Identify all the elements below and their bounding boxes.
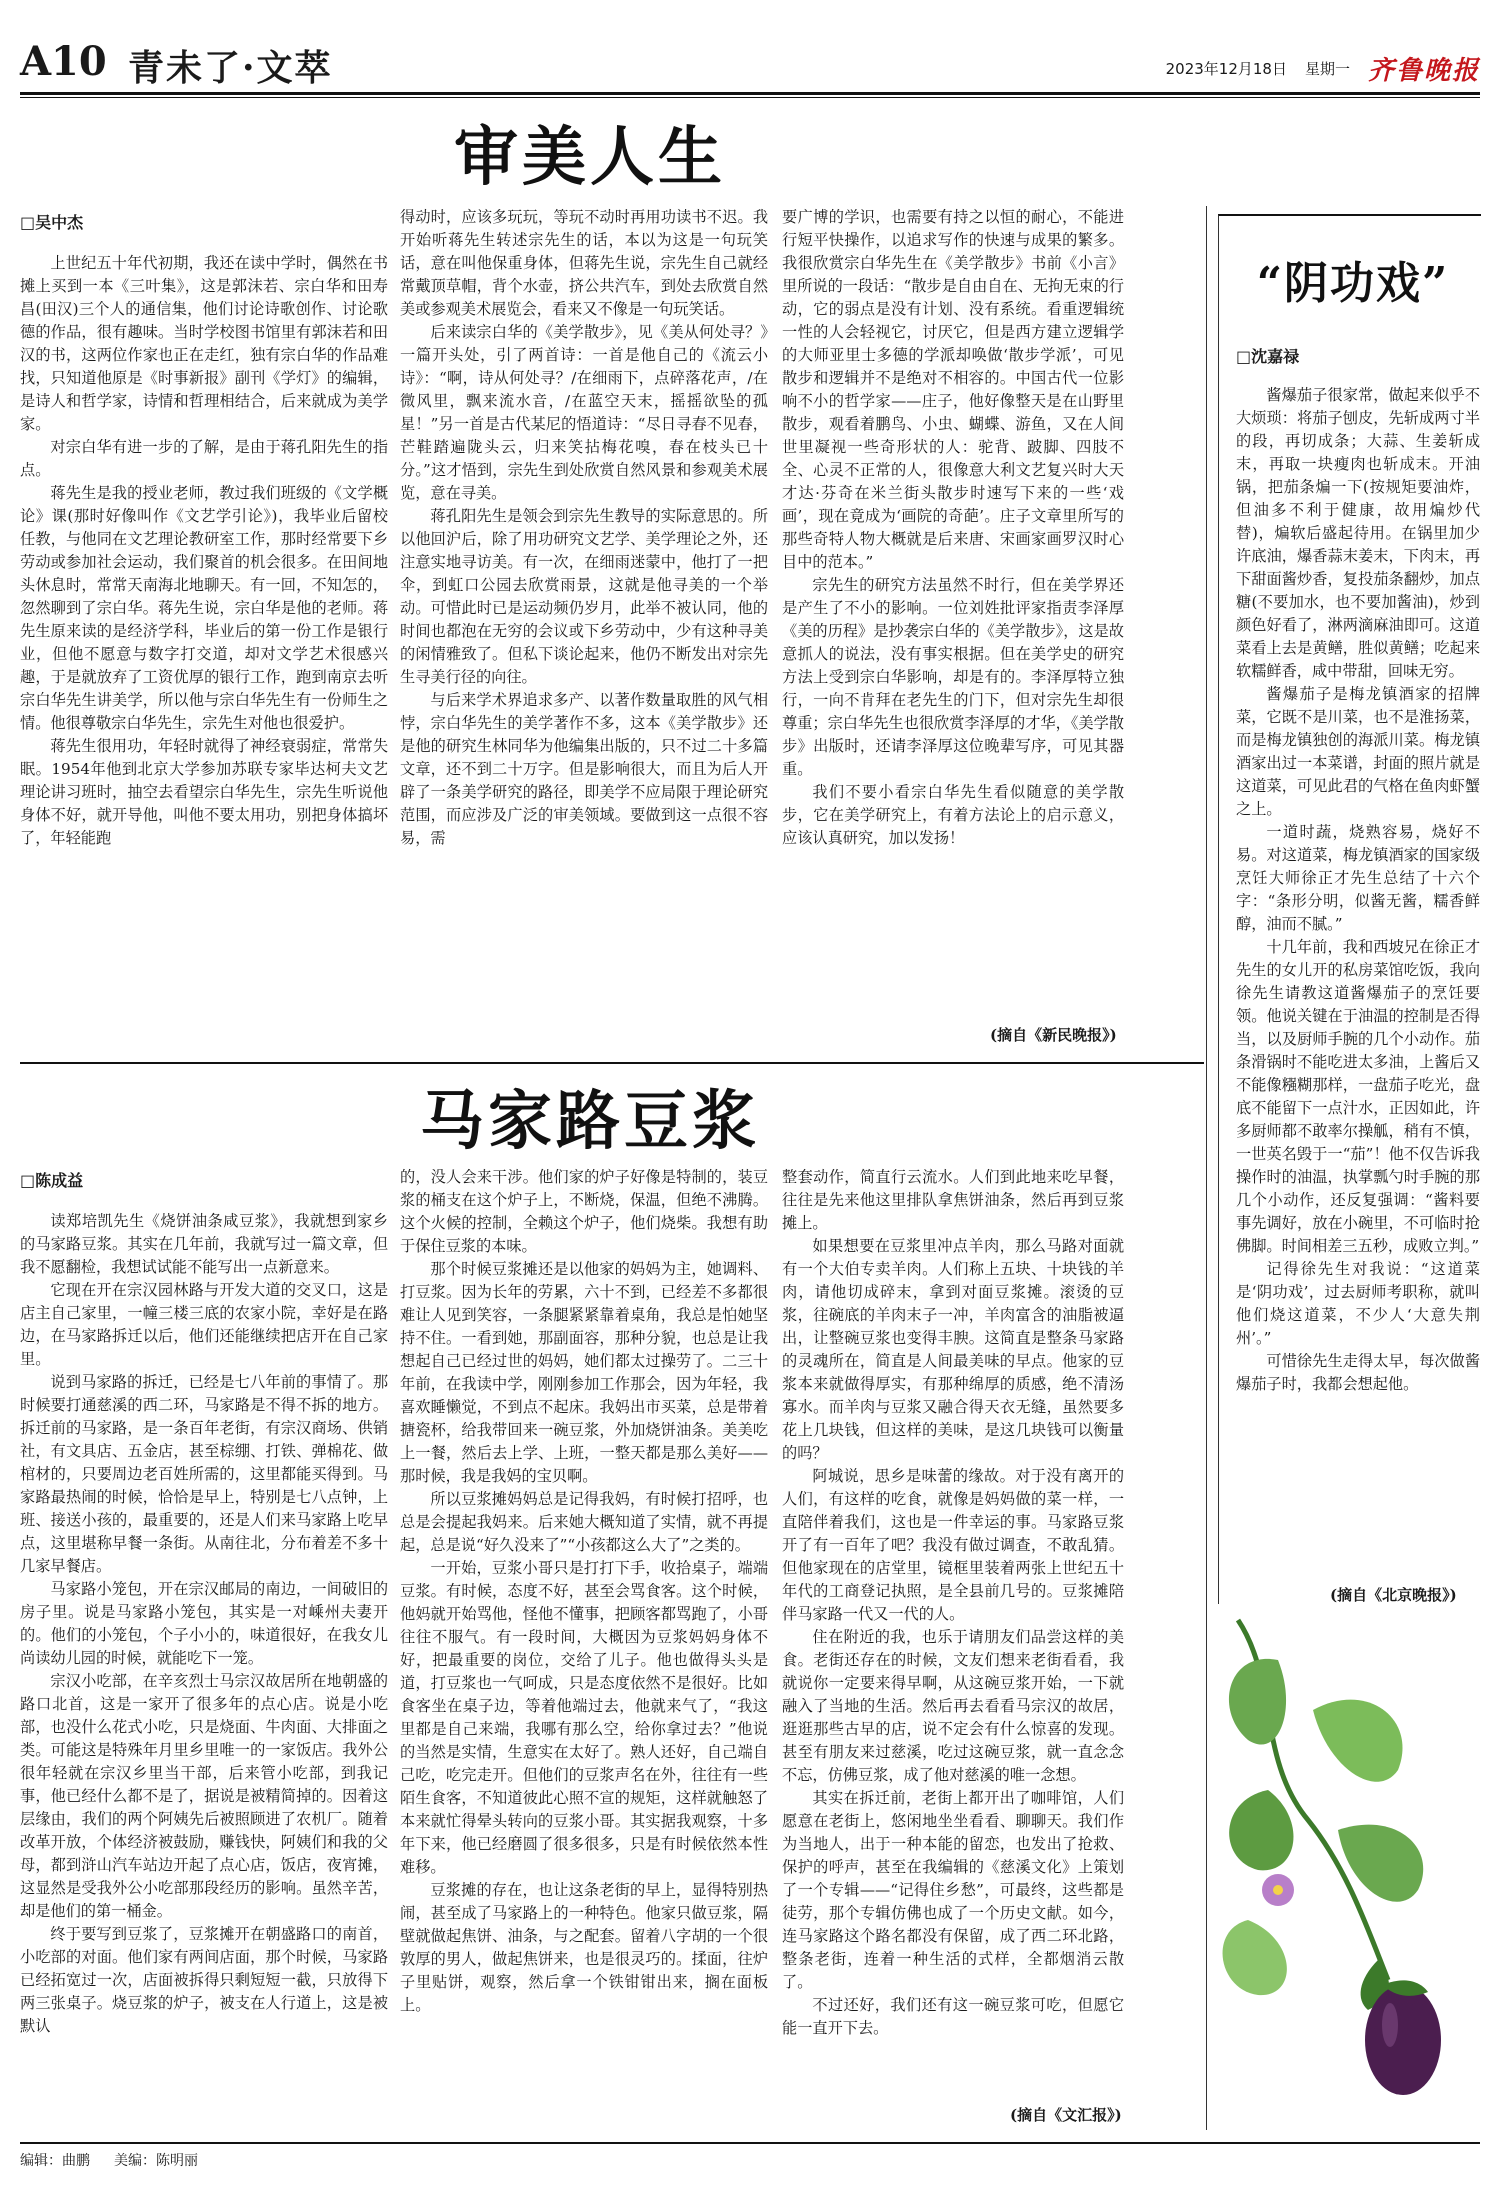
article1-source: (摘自《新民晚报》) (990, 1026, 1117, 1044)
eggplant-illustration (1218, 1600, 1480, 2100)
article2-title: 马家路豆浆 (420, 1084, 760, 1159)
sidebar-divider (1206, 206, 1207, 2130)
masthead-rule-thin (20, 97, 1480, 98)
article1-column-2: 得动时，应该多玩玩，等玩不动时再用功读书不迟。我开始听蒋先生转述宗先生的话，本以为这是一句玩笑话，意在叫他保重身体，但蒋先生说，宗先生自己就经常戴顶草帽，背个水壶，挤公共汽车，到处去欣赏自然美或参观美术展览会，看来又不像是一句玩笑话。 后来读宗白华的《美学散步》，见《美从何处寻？》一篇开头处，引了两首诗：一首是他自己的《流云小诗》：“啊，诗从何处寻？/在细雨下，点碎落花声，/在微风里，飘来流水音，/在蓝空天末，摇摇欲坠的孤星！”另一首是古代某尼的悟道诗：“尽日寻春不见春，芒鞋踏遍陇头云，归来笑拈梅花嗅，春在枝头已十分。”这才悟到，宗先生到处欣赏自然风景和参观美术展览，意在寻美。 蒋孔阳先生是领会到宗先生教导的实际意思的。所以他回沪后，除了用功研究文艺学、美学理论之外，还注意实地寻访美。有一次，在细雨迷蒙中，他打了一把伞，到虹口公园去欣赏雨景，这就是他寻美的一个举动。可惜此时已是运动频仍岁月，此举不被认同，他的时间也都泡在无穷的会议或下乡劳动中，少有这种寻美的闲情雅致了。但私下谈论起来，他仍不断发出对宗先生寻美行径的向往。 与后来学术界追求多产、以著作数量取胜的风气相悖，宗白华先生的美学著作不多，这本《美学散步》还是他的研究生林同华为他编集出版的，只不过二十多篇文章，还不到二十万字。但是影响很大，而且为后人开辟了一条美学研究的路径，即美学不应局限于理论研究范围，而应涉及广泛的审美领域。要做到这一点很不容易，需 (400, 208, 768, 847)
footer (20, 2150, 198, 2170)
eggplant-fruit-icon (1365, 1985, 1441, 2095)
article1-column-3: 要广博的学识，也需要有持之以恒的耐心，不能进行短平快操作，以追求写作的快速与成果的繁多。我很欣赏宗白华先生在《美学散步》书前《小言》里所说的一段话：“散步是自由自在、无拘无束的行动，它的弱点是没有计划、没有系统。看重逻辑统一性的人会轻视它，讨厌它，但是西方建立逻辑学的大师亚里士多德的学派却唤做‘散步学派’，可见散步和逻辑并不是绝对不相容的。中国古代一位影响不小的哲学家——庄子，他好像整天是在山野里散步，观看着鹏鸟、小虫、蝴蝶、游鱼，又在人间世里凝视一些奇形状的人：驼背、跛脚、四肢不全、心灵不正常的人，很像意大利文艺复兴时大天才达·芬奇在米兰街头散步时速写下来的一些‘戏画’，现在竟成为‘画院的奇葩’。庄子文章里所写的那些奇特人物大概就是后来唐、宋画家画罗汉时心目中的范本。” 宗先生的研究方法虽然不时行，但在美学界还是产生了不小的影响。一位刘姓批评家指责李泽厚《美的历程》是抄袭宗白华的《美学散步》，这是故意抓人的说法，没有事实根据。但在美学史的研究方法上受到宗白华影响，却是有的。李泽厚特立独行，一向不肯拜在老先生的门下，但对宗先生却很尊重；宗白华先生也很欣赏李泽厚的才华，《美学散步》出版时，还请李泽厚这位晚辈写序，可见其器重。 我们不要小看宗白华先生看似随意的美学散步，它在美学研究上，有着方法论上的启示意义，应该认真研究，加以发扬！ (782, 208, 1124, 847)
article3-column: 酱爆茄子很家常，做起来似乎不大烦琐：将茄子刨皮，先斩成两寸半的段，再切成条；大蒜、生姜斩成末，再取一块瘦肉也斩成末。开油锅，把茄条煸一下(按规矩要油炸，但油多不利于健康，故用煸炒代替)，煸软后盛起待用。在锅里加少许底油，爆香蒜末姜末，下肉末，再下甜面酱炒香，复投茄条翻炒，加点糖(不要加水，也不要加酱油)，炒到颜色好看了，淋两滴麻油即可。这道菜看上去是黄鳝，胜似黄鳝；吃起来软糯鲜香，咸中带甜，回味无穷。 酱爆茄子是梅龙镇酒家的招牌菜，它既不是川菜，也不是淮扬菜，而是梅龙镇独创的海派川菜。梅龙镇酒家出过一本菜谱，封面的照片就是这道菜，可见此君的气格在鱼肉虾蟹之上。 一道时蔬，烧熟容易，烧好不易。对这道菜，梅龙镇酒家的国家级烹饪大师徐正才先生总结了十六个字：“条形分明，似酱无酱，糯香鲜醇，油而不腻。” 十几年前，我和西坡兄在徐正才先生的女儿开的私房菜馆吃饭，我向徐先生请教这道酱爆茄子的烹饪要领。他说关键在于油温的控制是否得当，以及厨师手腕的几个小动作。茄条滑锅时不能吃进太多油，上酱后又不能像糨糊那样，一盘茄子吃光，盘底不能留下一点汁水，正因如此，许多厨师都不敢率尔操觚，稍有不慎，一世英名毁于一“茄”！他不仅告诉我操作时的油温，执掌瓢勺时手腕的那几个小动作，还反复强调：“酱料要事先调好，放在小碗里，不可临时抢佛脚。时间相差三五秒，成败立判。” 记得徐先生对我说：“这道菜是‘阴功戏’，过去厨师考职称，就叫他们烧这道菜，不少人‘大意失荆州’。” 可惜徐先生走得太早，每次做酱爆茄子时，我都会想起他。 (1236, 386, 1480, 1393)
page-number: A10 (20, 38, 107, 85)
article1-byline: □吴中杰 (20, 213, 84, 232)
designer-credit: 美编：陈明丽 (114, 2153, 198, 2169)
issue-date: 2023年12月18日 (1165, 60, 1287, 78)
masthead (20, 38, 1480, 92)
issue-weekday: 星期一 (1304, 60, 1350, 78)
article3-title: “阴功戏” (1256, 258, 1450, 309)
article2-source: (摘自《文汇报》) (1010, 2106, 1122, 2124)
section-title: 青未了·文萃 (128, 47, 333, 89)
footer-rule (20, 2142, 1480, 2144)
newspaper-logo: 齐鲁晚报 (1367, 56, 1480, 86)
article2-byline: □陈成益 (20, 1171, 84, 1190)
article2-column-1: 读郑培凯先生《烧饼油条咸豆浆》，我就想到家乡的马家路豆浆。其实在几年前，我就写过一篇文章，但我不愿翻检，我想试试能不能写出一点新意来。 它现在开在宗汉园林路与开发大道的交叉口，这是店主自己家里，一幢三楼三底的农家小院，幸好是在路边，在马家路拆迁以后，他们还能继续把店开在自己家里。 说到马家路的拆迁，已经是七八年前的事情了。那时候要打通慈溪的西二环，马家路是不得不拆的地方。拆迁前的马家路，是一条百年老街，有宗汉商场、供销社，有文具店、五金店，甚至棕绷、打铁、弹棉花、做棺材的，只要周边老百姓所需的，这里都能买得到。马家路最热闹的时候，恰恰是早上，特别是七八点钟，上班、接送小孩的，最重要的，还是人们来马家路上吃早点，这里堪称早餐一条街。从南往北，分布着差不多十几家早餐店。 马家路小笼包，开在宗汉邮局的南边，一间破旧的房子里。说是马家路小笼包，其实是一对嵊州夫妻开的。他们的小笼包，个子小小的，味道很好，在我女儿尚读幼儿园的时候，就能吃下一笼。 宗汉小吃部，在辛亥烈士马宗汉故居所在地朝盛的路口北首，这是一家开了很多年的点心店。说是小吃部，也没什么花式小吃，只是烧面、牛肉面、大排面之类。可能这是特殊年月里乡里唯一的一家饭店。我外公很年轻就在宗汉乡里当干部，后来管小吃部，到我记事，他已经什么都不是了，据说是被精简掉的。因着这层缘由，我们的两个阿姨先后被照顾进了农机厂。随着改革开放，个体经济被鼓励，赚钱快，阿姨们和我的父母，都到浒山汽车站边开起了点心店，饭店，夜宵摊，这显然是受我外公小吃部那段经历的影响。虽然辛苦，却是他们的第一桶金。 终于要写到豆浆了，豆浆摊开在朝盛路口的南首，小吃部的对面。他们家有两间店面，那个时候，马家路已经拓宽过一次，店面被拆得只剩短短一截，只放得下两三张桌子。烧豆浆的炉子，被支在人行道上，这是被默认 (20, 1212, 388, 2035)
article-divider (20, 1062, 1204, 1064)
editor-credit: 编辑：曲鹏 (20, 2153, 90, 2169)
masthead-rule (20, 92, 1480, 95)
article1-column-1: 上世纪五十年代初期，我还在读中学时，偶然在书摊上买到一本《三叶集》，这是郭沫若、宗白华和田寿昌(田汉)三个人的通信集，他们讨论诗歌创作、讨论歌德的作品，很有趣味。当时学校图书馆里有郭沫若和田汉的书，这两位作家也正在走红，独有宗白华的作品难找，只知道他原是《时事新报》副刊《学灯》的编辑，是诗人和哲学家，诗情和哲理相结合，后来就成为美学家。 对宗白华有进一步的了解，是由于蒋孔阳先生的指点。 蒋先生是我的授业老师，教过我们班级的《文学概论》课(那时好像叫作《文艺学引论》)，我毕业后留校任教，与他同在文艺理论教研室工作，那时经常要下乡劳动或参加社会运动，我们聚首的机会很多。在田间地头休息时，常常天南海北地聊天。有一回，不知怎的，忽然聊到了宗白华。蒋先生说，宗白华是他的老师。蒋先生原来读的是经济学科，毕业后的第一份工作是银行业，但他不愿意与数字打交道，却对文学艺术很感兴趣，于是就放弃了工资优厚的银行工作，跑到南京去听宗白华先生讲美学，所以他与宗白华先生有一份师生之情。他很尊敬宗白华先生，宗先生对他也很爱护。 蒋先生很用功，年轻时就得了神经衰弱症，常常失眠。1954年他到北京大学参加苏联专家毕达柯夫文艺理论讲习班时，抽空去看望宗白华先生，宗先生听说他身体不好，就开导他，叫他不要太用功，别把身体搞坏了，年轻能跑 (20, 254, 388, 847)
article2-column-3: 整套动作，简直行云流水。人们到此地来吃早餐，往往是先来他这里排队拿焦饼油条，然后再到豆浆摊上。 如果想要在豆浆里冲点羊肉，那么马路对面就有一个大伯专卖羊肉。人们称上五块、十块钱的羊肉，请他切成碎末，拿到对面豆浆摊。滚烫的豆浆，往碗底的羊肉末子一冲，羊肉富含的油脂被逼出，让整碗豆浆也变得丰腴。这简直是整条马家路的灵魂所在，简直是人间最美味的早点。他家的豆浆本来就做得厚实，有那种绵厚的质感，绝不清汤寡水。而羊肉与豆浆又融合得天衣无缝，虽然要多花上几块钱，但这样的美味，是这几块钱可以衡量的吗？ 阿城说，思乡是味蕾的缘故。对于没有离开的人们，有这样的吃食，就像是妈妈做的菜一样，一直陪伴着我们，这也是一件幸运的事。马家路豆浆开了有一百年了吧？我没有做过调查，不敢乱猜。但他家现在的店堂里，镜框里装着两张上世纪五十年代的工商登记执照，是全县前几号的。豆浆摊陪伴马家路一代又一代的人。 住在附近的我，也乐于请朋友们品尝这样的美食。老街还存在的时候，文友们想来老街看看，我就说你一定要来得早啊，从这碗豆浆开始，一下就融入了当地的生活。然后再去看看马宗汉的故居，逛逛那些古早的店，说不定会有什么惊喜的发现。甚至有朋友来过慈溪，吃过这碗豆浆，就一直念念不忘，仿佛豆浆，成了他对慈溪的唯一念想。 其实在拆迁前，老街上都开出了咖啡馆，人们愿意在老街上，悠闲地坐坐看看、聊聊天。我们作为当地人，出于一种本能的留恋，也发出了抢救、保护的呼声，甚至在我编辑的《慈溪文化》上策划了一个专辑——“记得住乡愁”，可最终，这些都是徒劳，那个专辑仿佛也成了一个历史文献。如今，连马家路这个路名都没有保留，成了西二环北路，整条老街，连着一种生活的式样，全都烟消云散了。 不过还好，我们还有这一碗豆浆可吃，但愿它能一直开下去。 (782, 1168, 1124, 2037)
article3-source: (摘自《北京晚报》) (1330, 1586, 1457, 1604)
article2-column-2: 的，没人会来干涉。他们家的炉子好像是特制的，装豆浆的桶支在这个炉子上，不断烧，保温，但绝不沸腾。这个火候的控制，全赖这个炉子，他们烧柴。我想有助于保住豆浆的本味。 那个时候豆浆摊还是以他家的妈妈为主，她调料、打豆浆。因为长年的劳累，六十不到，已经差不多都很难让人见到笑容，一条腿紧紧靠着桌角，我总是怕她坚持不住。一看到她，那副面容，那种分貌，也总是让我想起自己已经过世的妈妈，她们都太过操劳了。二三十年前，在我读中学，刚刚参加工作那会，因为年轻，我喜欢睡懒觉，不到点不起床。我妈出市买菜，总是带着搪瓷杯，给我带回来一碗豆浆，外加烧饼油条。美美吃上一餐，然后去上学、上班，一整天都是那么美好——那时候，我是我妈的宝贝啊。 所以豆浆摊妈妈总是记得我妈，有时候打招呼，也总是会提起我妈来。后来她大概知道了实情，就不再提起，总是说“好久没来了”“小孩都这么大了”之类的。 一开始，豆浆小哥只是打打下手，收拾桌子，端端豆浆。有时候，态度不好，甚至会骂食客。这个时候，他妈就开始骂他，怪他不懂事，把顾客都骂跑了，小哥往往不服气。有一段时间，大概因为豆浆妈妈身体不好，把最重要的岗位，交给了儿子。他也做得头头是道，打豆浆也一气呵成，只是态度依然不是很好。比如食客坐在桌子边，等着他端过去，他就来气了，“我这里都是自己来端，我哪有那么空，给你拿过去？”他说的当然是实情，生意实在太好了。熟人还好，自己端自己吃，吃完走开。但他们的豆浆声名在外，往往有一些陌生食客，不知道彼此心照不宣的规矩，这样就触怒了本来就忙得晕头转向的豆浆小哥。其实据我观察，十多年下来，他已经磨圆了很多很多，只是有时候依然本性难移。 豆浆摊的存在，也让这条老街的早上，显得特别热闹，甚至成了马家路上的一种特色。他家只做豆浆，隔壁就做起焦饼、油条，与之配套。留着八字胡的一个很敦厚的男人，做起焦饼来，也是很灵巧的。揉面，往炉子里贴饼，观察，然后拿一个铁钳钳出来，搁在面板上。 (400, 1168, 768, 2014)
article1-title: 审美人生 (454, 120, 726, 195)
article3-byline: □沈嘉禄 (1236, 347, 1300, 366)
masthead-info (1166, 50, 1480, 87)
